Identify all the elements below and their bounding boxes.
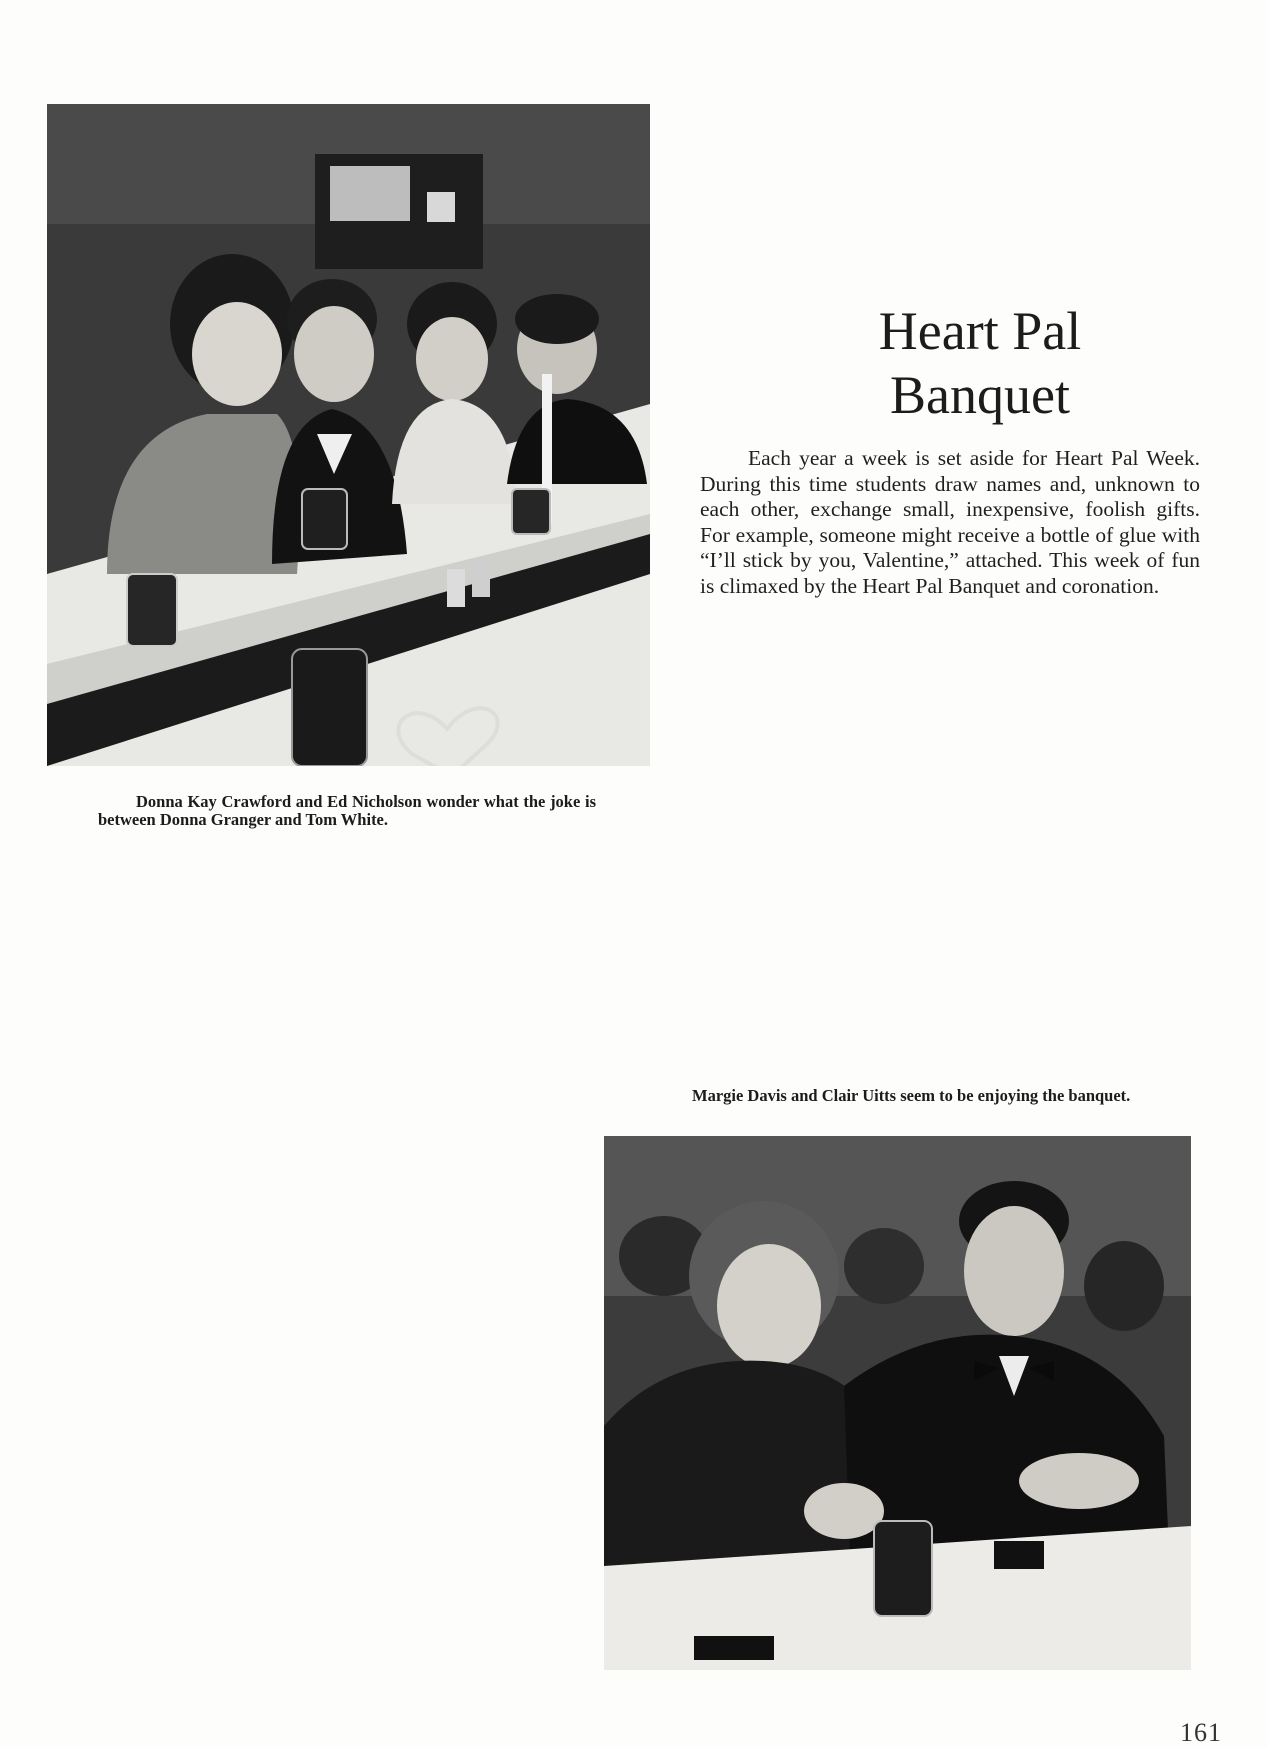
banquet-table-illustration (47, 104, 650, 766)
page-title-line-1: Heart Pal (878, 301, 1082, 361)
couple-at-banquet-photo (604, 1136, 1191, 1670)
top-photo-caption: Donna Kay Crawford and Ed Nicholson wonder what the joke is between Donna Granger and Tom White. (98, 792, 596, 829)
bottom-photo-caption: Margie Davis and Clair Uitts seem to be enjoying the banquet. (692, 1086, 1131, 1105)
banquet-table-photo (47, 104, 650, 766)
page-title-line-2: Banquet (890, 365, 1070, 425)
couple-at-banquet-illustration (604, 1136, 1191, 1670)
page-number: 161 (1180, 1718, 1222, 1747)
article-body: Each year a week is set aside for Heart Pal Week. During this time students draw names and, unknown to each other, exchange small, inexpensive, foolish gifts. For example, someone might receive a bottle of glue with “I’ll stick by you, Valentine,” attached. This week of fun is climaxed by the Heart Pal Banquet and coronation. (700, 446, 1200, 598)
